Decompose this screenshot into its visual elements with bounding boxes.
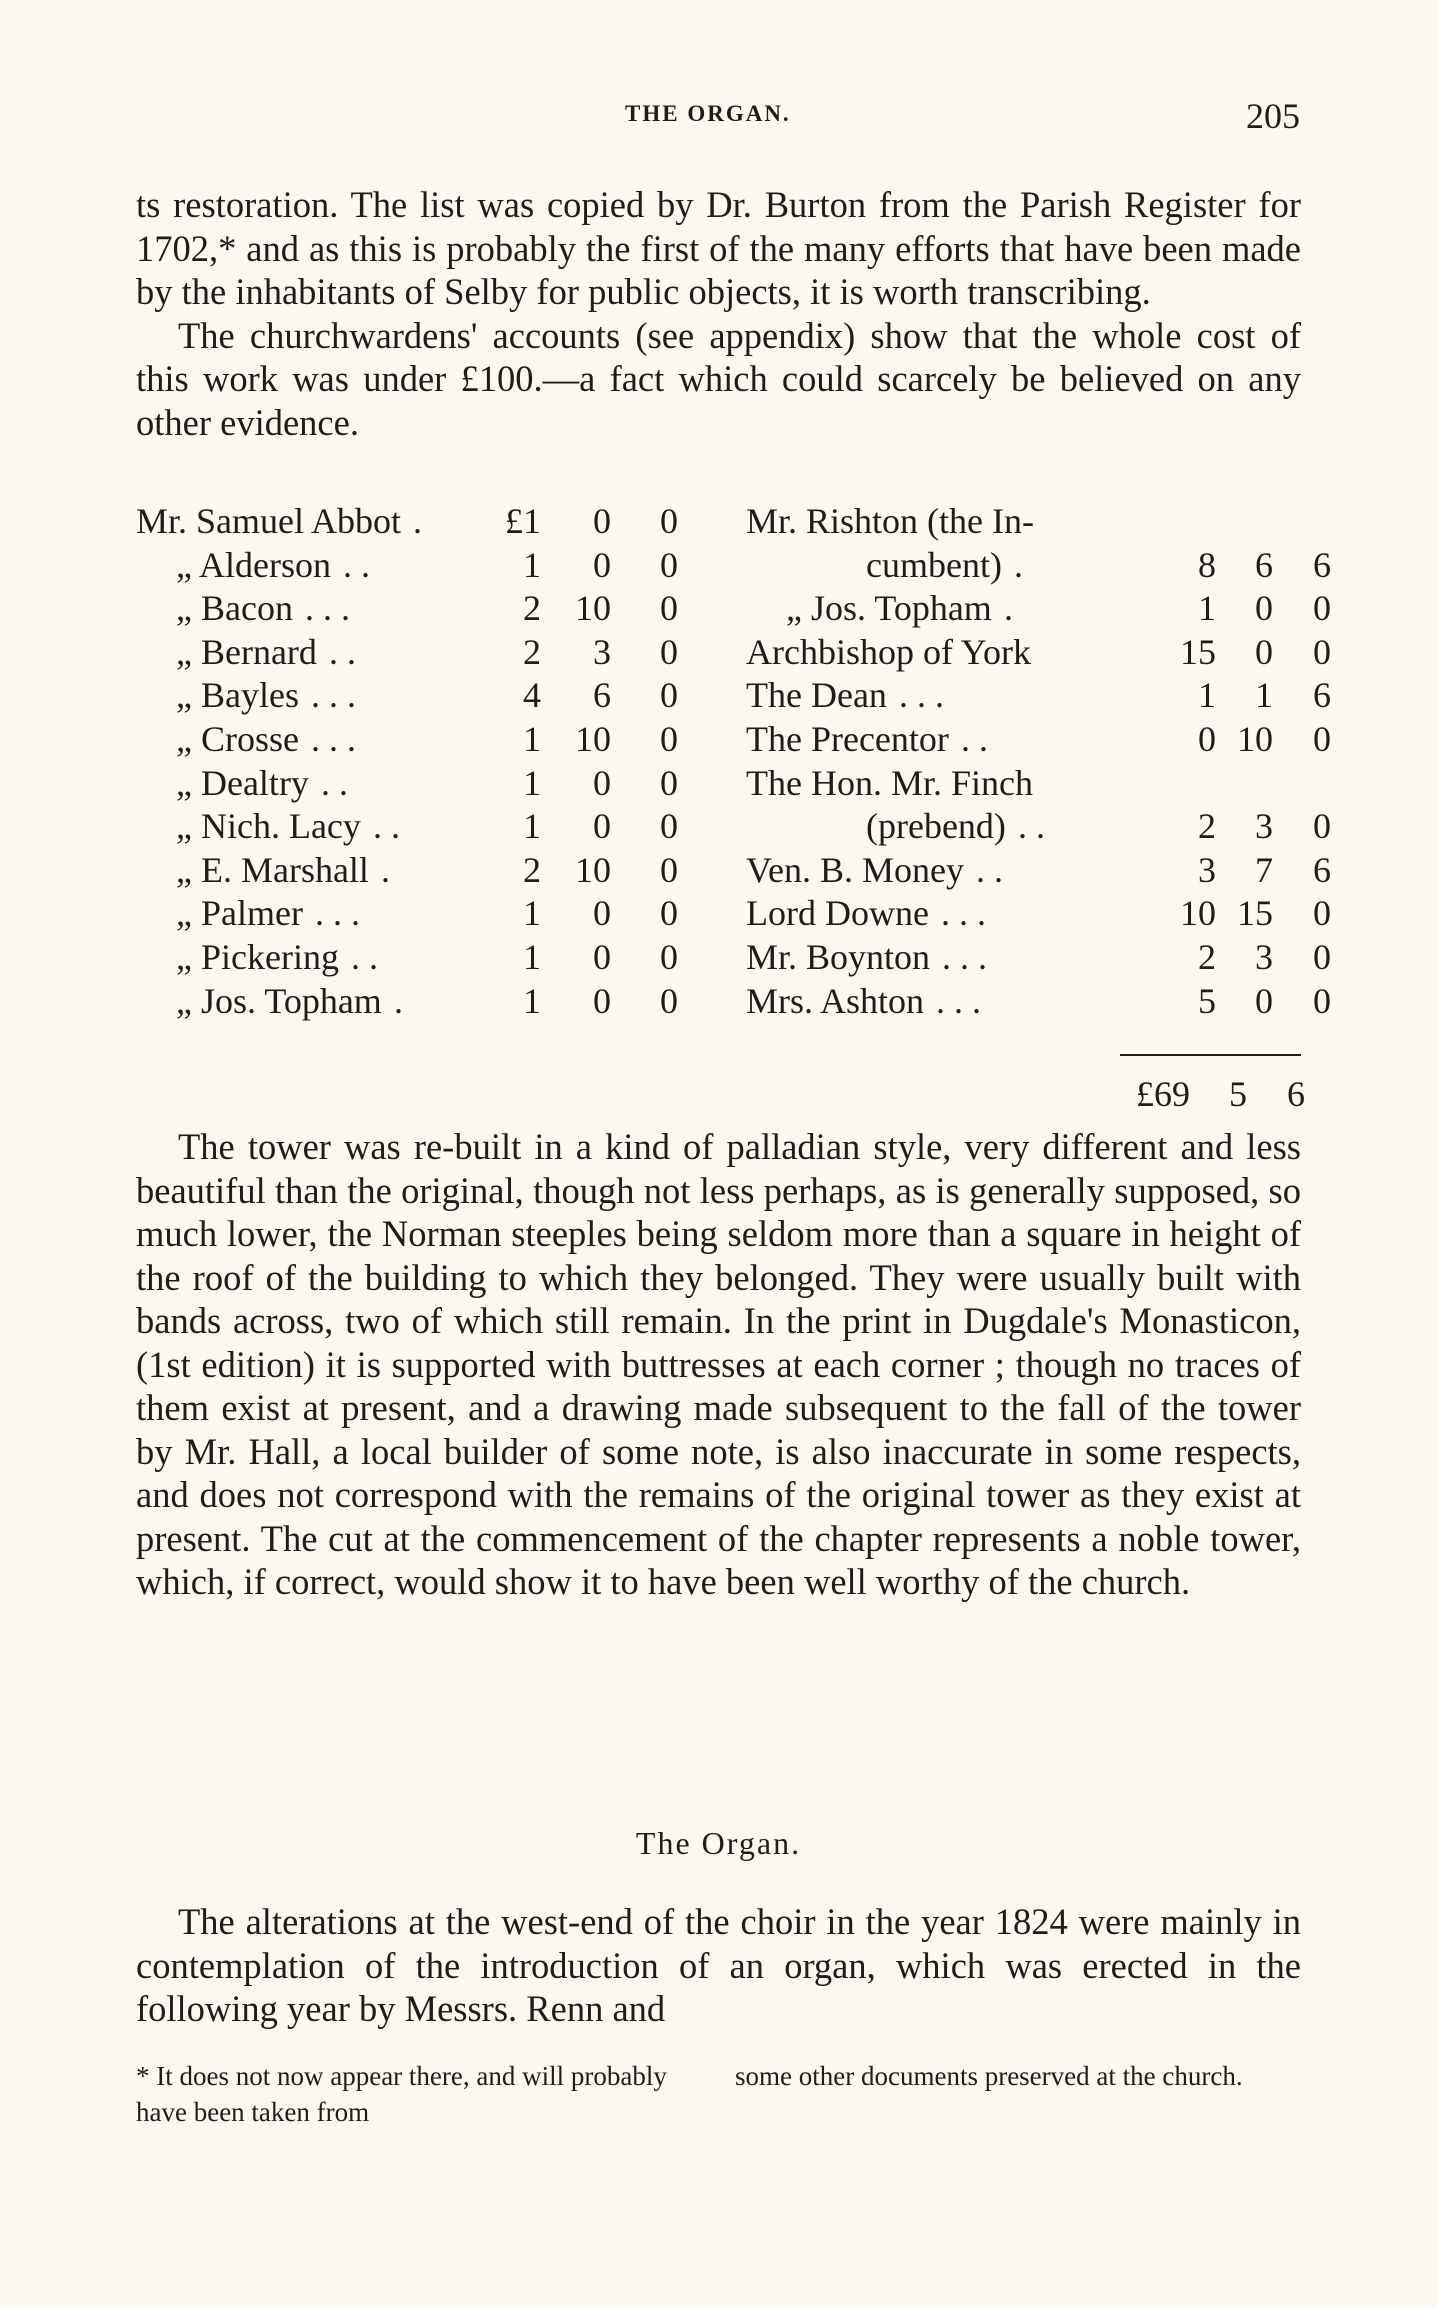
amount-pounds: 1 [1198,588,1216,629]
amount-pence: 6 [1313,544,1331,585]
subscription-row [746,849,1331,893]
subscription-row [746,805,1331,849]
subscriber-name: „ Dealtry [176,762,309,803]
amount-pence: 0 [1313,936,1331,977]
amount-pence: 0 [660,893,678,934]
amount-pounds: 4 [523,675,541,716]
amount-pounds: 1 [523,980,541,1021]
subscriber-name: „ Alderson [176,544,331,585]
amount-pounds: 1 [523,936,541,977]
subscriber-name: „ Bayles [176,675,299,716]
total-pounds: £69 [1136,1074,1190,1114]
dot-leader: . . . [942,936,987,977]
subscription-row [746,980,1331,1024]
dot-leader: . . [321,762,348,803]
subscription-row [746,718,1331,762]
total-shillings: 5 [1229,1074,1247,1114]
amount-shillings: 0 [593,936,611,977]
dot-leader: . [413,501,422,541]
amount-pounds: 1 [523,893,541,934]
subscription-row [136,936,696,980]
subscription-row [136,500,696,544]
subscription-row [136,631,696,675]
dot-leader: . [1004,588,1013,629]
amount-shillings: 6 [593,675,611,716]
subscriber-name: „ Palmer [176,893,303,934]
subscription-list [136,500,1331,1120]
dot-leader: . [381,849,390,890]
amount-shillings: 3 [1255,936,1273,977]
page-number: 205 [1246,96,1300,136]
dot-leader: . . [976,849,1003,890]
subscription-row [746,631,1331,675]
subscriber-name: „ Jos. Topham [786,588,992,629]
subscription-row [136,892,696,936]
amount-shillings: 15 [1237,893,1273,934]
amount-pounds: 1 [523,806,541,847]
amount-pounds: 2 [523,849,541,890]
amount-pence: 0 [660,806,678,847]
dot-leader: . . [961,718,988,759]
amount-pounds: 10 [1180,893,1216,934]
amount-shillings: 3 [593,631,611,672]
amount-pounds: £1 [505,501,541,541]
amount-shillings: 0 [1255,631,1273,672]
subscriber-name: The Dean [746,675,887,716]
opening-text [136,183,1301,444]
subscription-row [746,674,1331,718]
subscriber-name: Ven. B. Money [746,849,964,890]
amount-shillings: 10 [575,849,611,890]
subscriber-name: „ Bacon [176,588,293,629]
amount-pounds: 2 [1198,936,1216,977]
amount-shillings: 0 [593,893,611,934]
amount-shillings: 0 [593,501,611,541]
dot-leader: . . . [899,675,944,716]
amount-shillings: 0 [593,806,611,847]
subscriber-name: Mrs. Ashton [746,980,925,1021]
dot-leader: . . . [941,893,986,934]
running-head [0,95,1437,135]
running-title: THE ORGAN. [625,101,791,126]
dot-leader: . [1014,544,1023,585]
subscription-row [746,500,1301,544]
amount-pence: 0 [660,501,678,541]
subscriber-name: Mr. Rishton (the In- [746,501,1034,541]
total-rule [1120,1054,1301,1056]
amount-pounds: 1 [523,544,541,585]
amount-pence: 0 [660,849,678,890]
amount-shillings: 10 [1237,718,1273,759]
amount-pence: 6 [1313,675,1331,716]
subscription-row [136,674,696,718]
amount-pence: 0 [1313,980,1331,1021]
organ-text [136,1900,1301,2031]
tower-text [136,1125,1301,1604]
amount-shillings: 0 [593,544,611,585]
dot-leader: . [394,980,403,1021]
subscriber-name: Lord Downe [746,893,929,934]
amount-pounds: 15 [1180,631,1216,672]
subscription-row [136,980,696,1024]
amount-shillings: 10 [575,588,611,629]
amount-pounds: 1 [523,762,541,803]
amount-shillings: 1 [1255,675,1273,716]
subscriber-name: „ Jos. Topham [176,980,382,1021]
total-pence: 6 [1287,1074,1305,1114]
subscriber-name: cumbent) [866,544,1002,585]
subscriber-name: „ Crosse [176,718,299,759]
footnote-text-left: * It does not now appear there, and will probably have been taken from [136,2061,667,2127]
footnote-left [136,2058,696,2130]
amount-pounds: 2 [523,588,541,629]
subscription-row [136,805,696,849]
subscription-row [136,544,696,588]
subscription-row [746,587,1331,631]
amount-shillings: 7 [1255,849,1273,890]
amount-pence: 0 [660,588,678,629]
paragraph-1: ts restoration. The list was copied by Dr. Burton from the Parish Register for 1702,* and as this is probably the first of the many efforts that have been made by the inhabitants of Selby for public objects, it is worth transcribing. [136,184,1301,312]
amount-pence: 0 [1313,806,1331,847]
amount-pounds: 0 [1198,718,1216,759]
amount-shillings: 0 [593,762,611,803]
amount-pence: 0 [1313,588,1331,629]
amount-shillings: 0 [1255,588,1273,629]
subscription-row [746,544,1331,588]
amount-pence: 0 [660,544,678,585]
dot-leader: . . . [311,718,356,759]
subscriber-name: Mr. Boynton [746,936,931,977]
amount-pence: 0 [660,762,678,803]
amount-pounds: 8 [1198,544,1216,585]
subscriber-name: The Hon. Mr. Finch [746,762,1033,803]
amount-shillings: 3 [1255,806,1273,847]
amount-shillings: 6 [1255,544,1273,585]
subscription-column-left [136,500,696,1023]
subscription-row [136,762,696,806]
dot-leader: . . [329,631,356,672]
subscriber-name: Archbishop of York [746,631,1032,672]
subscription-row [746,762,1301,806]
amount-pence: 0 [660,675,678,716]
amount-pence: 0 [660,718,678,759]
amount-pence: 0 [660,980,678,1021]
paragraph-2: The churchwardens' accounts (see appendix) show that the whole cost of this work was under £100.—a fact which could scarcely be believed on any other evidence. [136,314,1301,443]
amount-pence: 0 [1313,718,1331,759]
dot-leader: . . . [936,980,981,1021]
dot-leader: . . . [311,675,356,716]
dot-leader: . . [343,544,370,585]
paragraph-3: The tower was re-built in a kind of palladian style, very different and less beautiful than the original, though not less perhaps, as is generally supposed, so much lower, the Norman steeples being seldom more than a square in height of the roof of the building to which they belonged. They were usually built with bands across, two of which still remain. In the print in Dugdale's Monasticon, (1st edition) it is supported with buttresses at each corner ; though no traces of them exist at present, and a drawing made subsequent to the fall of the tower by Mr. Hall, a local builder of some note, is also inaccurate in some respects, and does not correspond with the remains of the original tower as they exist at present. The cut at the commencement of the chapter represents a noble tower, which, if correct, would show it to have been well worthy of the church. [136,1126,1301,1602]
dot-leader: . . [373,806,400,847]
subscriber-name: „ Nich. Lacy [176,806,361,847]
dot-leader: . . . [315,893,360,934]
footnote-right [735,2058,1305,2094]
amount-pence: 0 [1313,631,1331,672]
subscriber-name: „ E. Marshall [176,849,369,890]
dot-leader: . . . [305,588,350,629]
amount-pounds: 1 [523,718,541,759]
subscriber-name: Mr. Samuel Abbot [136,501,402,541]
subscription-row [136,718,696,762]
amount-pence: 0 [1313,893,1331,934]
paragraph-4: The alterations at the west-end of the choir in the year 1824 were mainly in contemplation of the introduction of an organ, which was erected in the following year by Messrs. Renn and [136,1901,1301,2029]
subscriber-name: The Precentor [746,718,949,759]
amount-pounds: 1 [1198,675,1216,716]
amount-pence: 0 [660,631,678,672]
subscription-total [1100,1073,1305,1117]
amount-shillings: 0 [1255,980,1273,1021]
amount-pounds: 5 [1198,980,1216,1021]
footnote-text-right: some other documents preserved at the church. [735,2061,1243,2091]
subscription-row [746,892,1331,936]
amount-pounds: 2 [523,631,541,672]
subscriber-name: „ Pickering [176,936,339,977]
subscription-column-right [746,500,1331,1023]
subscription-row [136,849,696,893]
amount-shillings: 0 [593,980,611,1021]
dot-leader: . . [351,936,378,977]
amount-pence: 0 [660,936,678,977]
section-heading: The Organ. [635,1825,802,1861]
subscription-row [746,936,1331,980]
dot-leader: . . [1018,806,1045,847]
subscriber-name: (prebend) [866,806,1006,847]
amount-pounds: 2 [1198,806,1216,847]
amount-pence: 6 [1313,849,1331,890]
subscriber-name: „ Bernard [176,631,317,672]
subscription-row [136,587,696,631]
amount-shillings: 10 [575,718,611,759]
amount-pounds: 3 [1198,849,1216,890]
